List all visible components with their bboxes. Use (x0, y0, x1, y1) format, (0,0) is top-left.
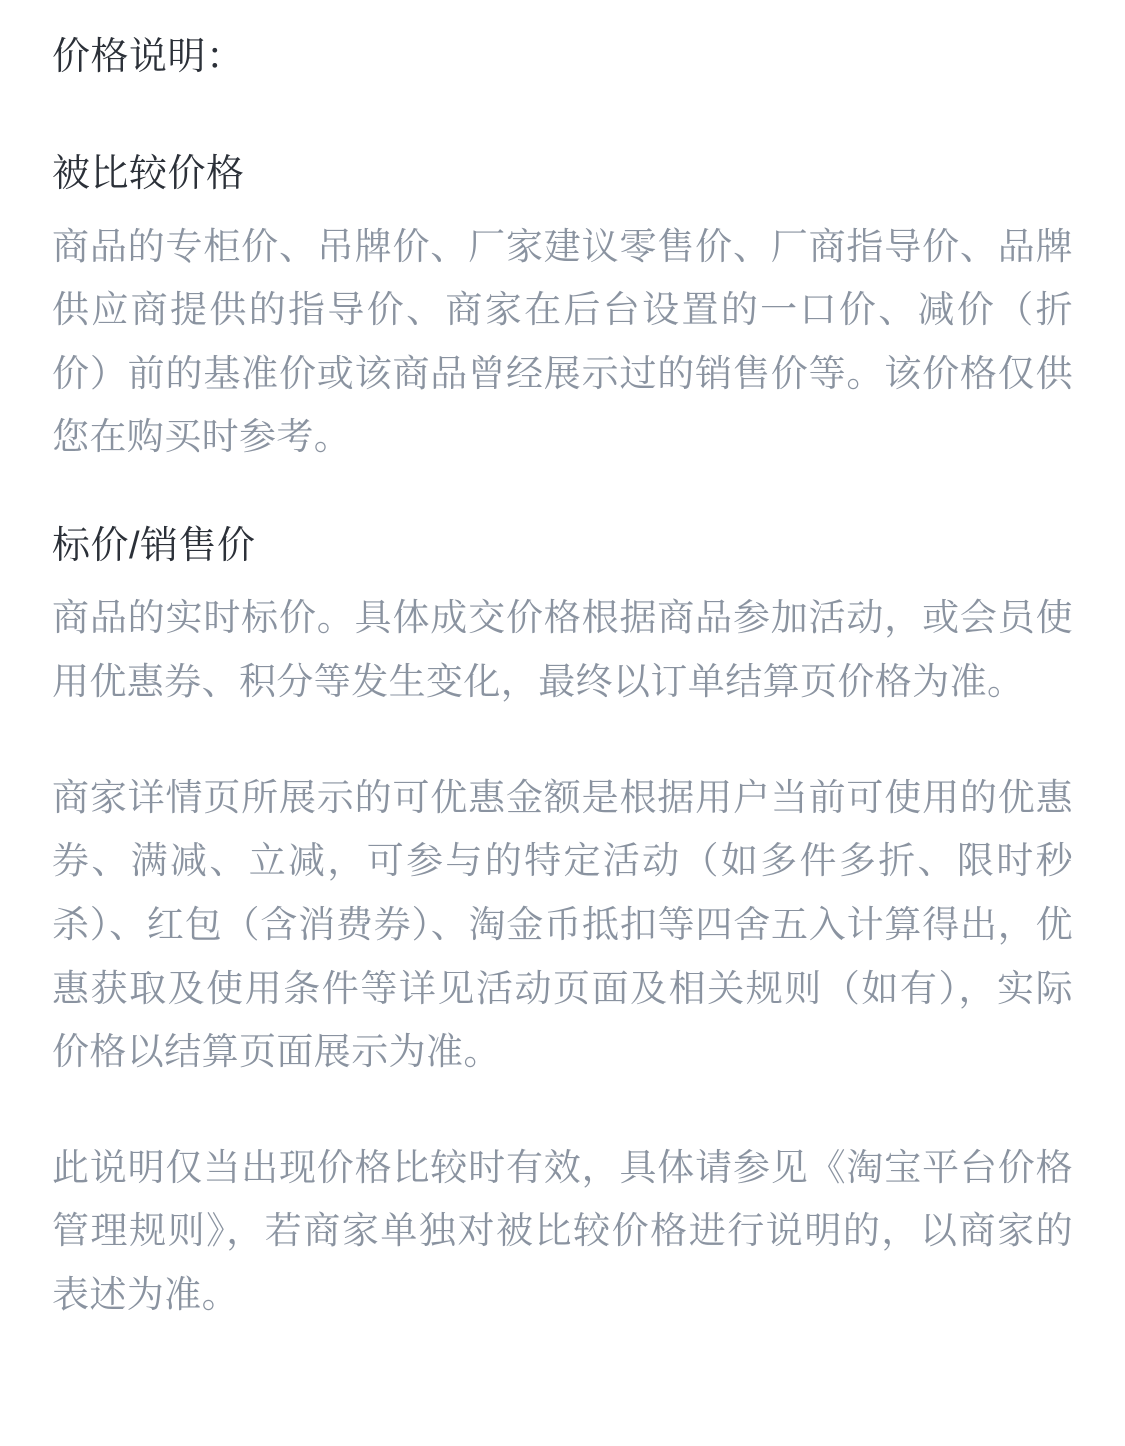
paragraph-rules-reference: 此说明仅当出现价格比较时有效，具体请参见《淘宝平台价格管理规则》，若商家单独对被比较价格进行说明的，以商家的表述为准。 (52, 1146, 1073, 1316)
section-body-list-price: 商品的实时标价。具体成交价格根据商品参加活动，或会员使用优惠券、积分等发生变化，最终以订单结算页价格为准。 (52, 597, 1073, 703)
section-body-compared-price: 商品的专柜价、吊牌价、厂家建议零售价、厂商指导价、品牌供应商提供的指导价、商家在后台设置的一口价、减价（折价）前的基准价或该商品曾经展示过的销售价等。该价格仅供您在购买时参考。 (52, 225, 1073, 458)
section-compared-price (52, 149, 1073, 469)
section-heading-compared-price: 被比较价格 (52, 153, 245, 196)
page-title: 价格说明： (52, 36, 245, 78)
paragraph-discount-calculation: 商家详情页所展示的可优惠金额是根据用户当前可使用的优惠券、满减、立减，可参与的特定活动（如多件多折、限时秒杀）、红包（含消费券）、淘金币抵扣等四舍五入计算得出，优惠获取及使用条件等详见活动页面及相关规则（如有），实际价格以结算页面展示为准。 (52, 776, 1073, 1073)
section-list-price (52, 521, 1073, 714)
section-heading-list-price: 标价/销售价 (52, 525, 256, 568)
